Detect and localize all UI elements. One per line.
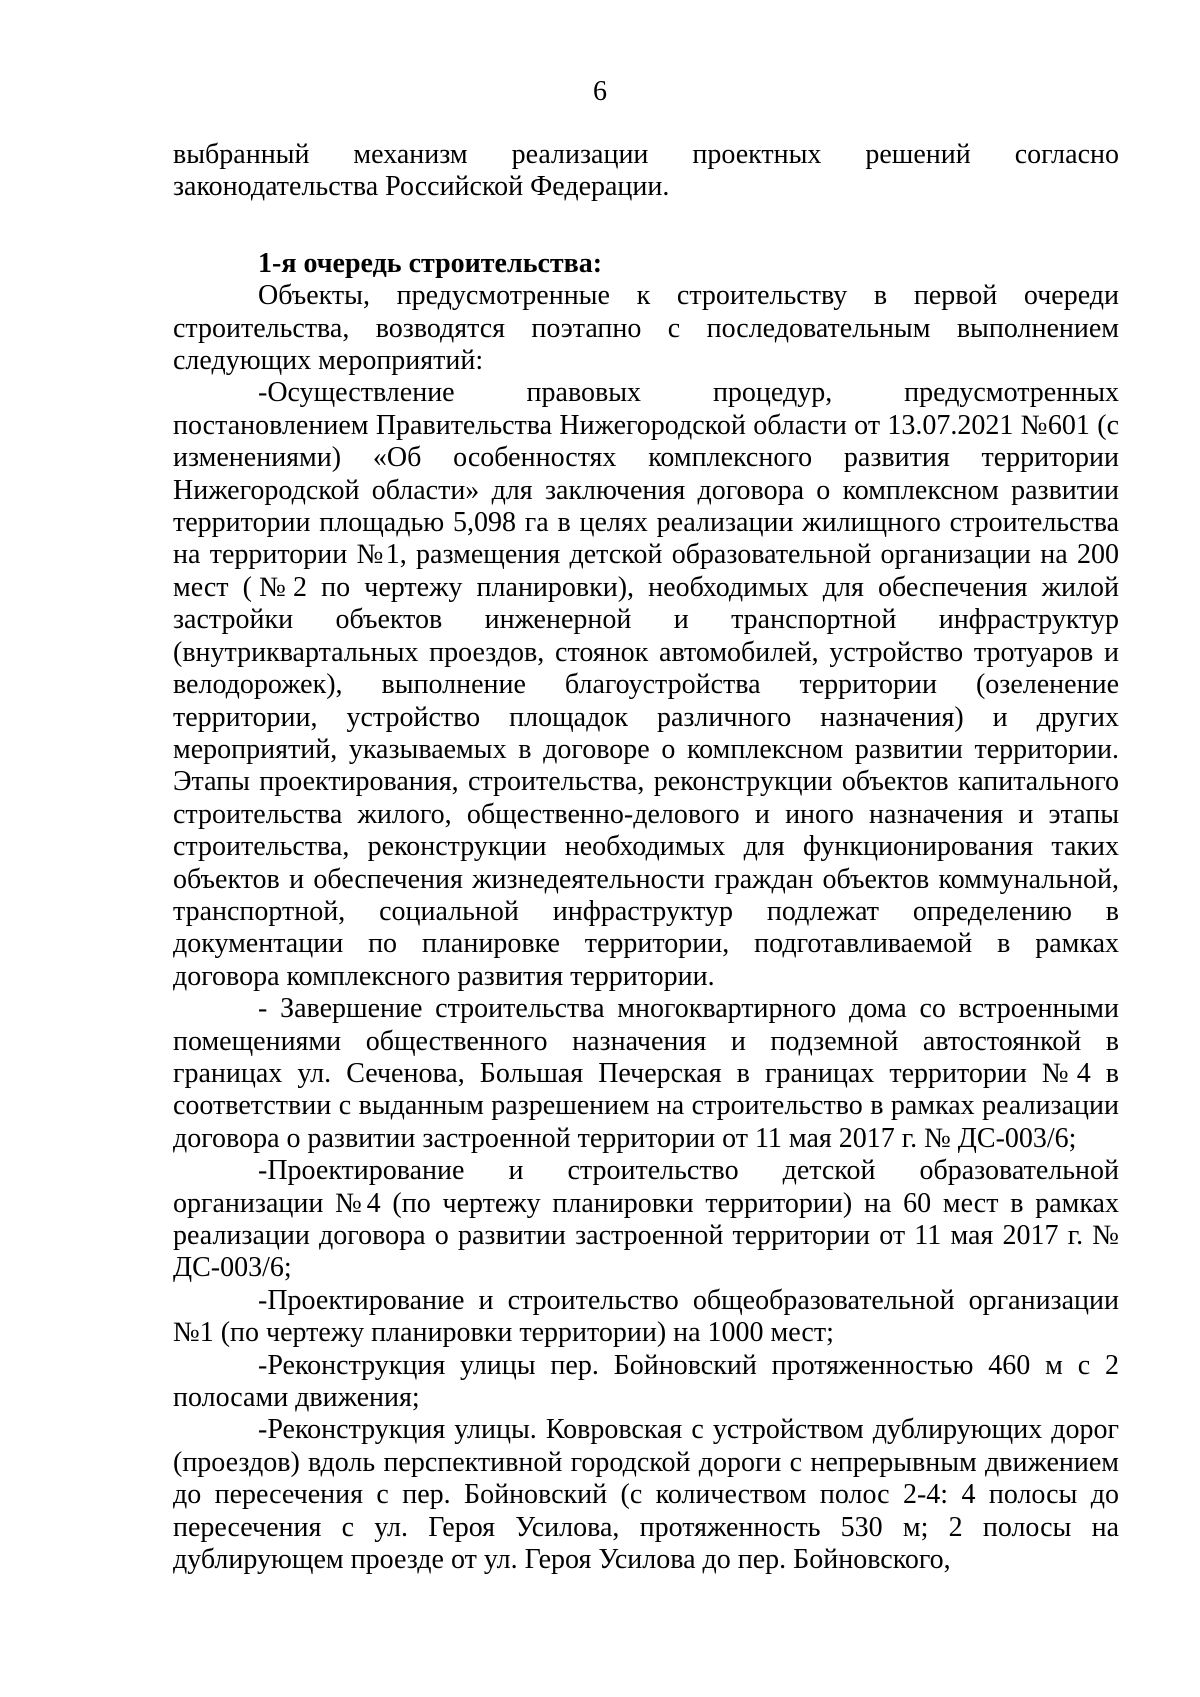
paragraph-objects: Объекты, предусмотренные к строительству в первой очереди строительства, возводятся поэтапно с последовательным выполнением следующих мероприятий: <box>173 280 1119 377</box>
paragraph-school: -Проектирование и строительство общеобразовательной организации №1 (по чертежу планировки территории) на 1000 мест; <box>173 1284 1119 1349</box>
paragraph-boinovsky-street: -Реконструкция улицы пер. Бойновский протяженностью 460 м с 2 полосами движения; <box>173 1349 1119 1414</box>
document-body <box>173 139 1119 1576</box>
paragraph-kovrovskaya-street: -Реконструкция улицы. Ковровская с устройством дублирующих дорог (проездов) вдоль перспективной городской дороги с непрерывным движением до пересечения с пер. Бойновский (с количеством полос 2-4: 4 полосы до пересечения с ул. Героя Усилова, протяженность 530 м; 2 полосы на дублирующем проезде от ул. Героя Усилова до пер. Бойновского, <box>173 1414 1119 1576</box>
paragraph-gap <box>173 204 1119 248</box>
paragraph-kindergarten: -Проектирование и строительство детской образовательной организации №4 (по чертежу планировки территории) на 60 мест в рамках реализации договора о развитии застроенной территории от 11 мая 2017 г. № ДС-003/6; <box>173 1155 1119 1284</box>
section-heading: 1-я очередь строительства: <box>258 247 603 279</box>
page-number: 6 <box>593 76 607 107</box>
intro-paragraph: выбранный механизм реализации проектных решений согласно законодательства Российской Федерации. <box>173 139 1119 203</box>
paragraph-apartment-building: - Завершение строительства многоквартирного дома со встроенными помещениями общественного назначения и подземной автостоянкой в границах ул. Сеченова, Большая Печерская в границах территории №4 в соответствии с выданным разрешением на строительство в рамках реализации договора о развитии застроенной территории от 11 мая 2017 г. № ДС-003/6; <box>173 993 1119 1154</box>
paragraph-legal-procedures: -Осуществление правовых процедур, предусмотренных постановлением Правительства Нижегородской области от 13.07.2021 №601 (с изменениями) «Об особенностях комплексного развития территории Нижегородской области» для заключения договора о комплексном развитии территории площадью 5,098 га в целях реализации жилищного строительства на территории №1, размещения детской образовательной организации на 200 мест (№2 по чертежу планировки), необходимых для обеспечения жилой застройки объектов инженерной и транспортной инфраструктур (внутриквартальных проездов, стоянок автомобилей, устройство тротуаров и велодорожек), выполнение благоустройства территории (озеленение территории, устройство площадок различного назначения) и других мероприятий, указываемых в договоре о комплексном развитии территории. Этапы проектирования, строительства, реконструкции объектов капитального строительства жилого, общественно-делового и иного назначения и этапы строительства, реконструкции необходимых для функционирования таких объектов и обеспечения жизнедеятельности граждан объектов коммунальной, транспортной, социальной инфраструктур подлежат определению в документации по планировке территории, подготавливаемой в рамках договора комплексного развития территории. <box>173 377 1119 992</box>
